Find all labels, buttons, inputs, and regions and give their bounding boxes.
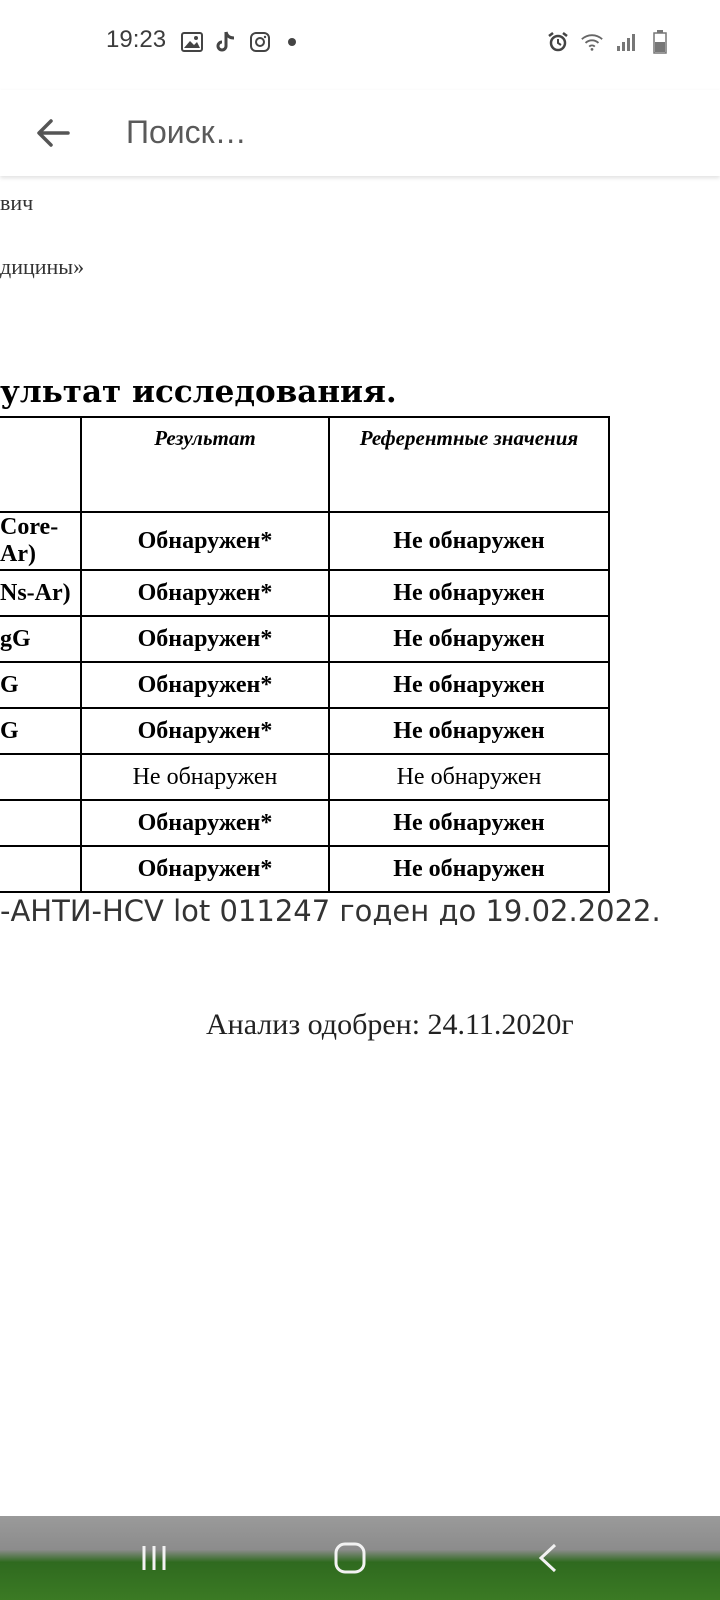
row-result: Обнаружен* (81, 708, 329, 754)
recent-apps-icon (139, 1543, 169, 1573)
row-reference: Не обнаружен (329, 846, 609, 892)
table-row (0, 616, 609, 662)
row-test-name (0, 754, 81, 800)
table-row (0, 754, 609, 800)
doc-text-line: вич (0, 190, 34, 215)
section-heading: ультат исследования. (0, 374, 397, 410)
table-row (0, 708, 609, 754)
table-row (0, 800, 609, 846)
home-icon (333, 1541, 367, 1575)
reagent-note: -АНТИ-HCV lot 011247 годен до 19.02.2022. (0, 894, 661, 928)
row-result: Обнаружен* (81, 616, 329, 662)
row-result: Обнаружен* (81, 800, 329, 846)
back-chevron-icon (535, 1542, 561, 1574)
row-test-name: gG (0, 616, 81, 662)
row-test-name: Ns-Ar) (0, 570, 81, 616)
more-notifications-dot (288, 38, 296, 46)
row-reference: Не обнаружен (329, 616, 609, 662)
table-header-row (0, 417, 609, 512)
row-test-name (0, 800, 81, 846)
header-result: Результат (81, 417, 329, 512)
results-table (0, 416, 610, 893)
header-test-name (0, 417, 81, 512)
row-reference: Не обнаружен (329, 800, 609, 846)
status-bar (0, 0, 720, 90)
image-icon (180, 30, 204, 54)
row-test-name (0, 846, 81, 892)
search-input[interactable]: Поиск… (126, 114, 247, 150)
wifi-icon (580, 30, 604, 54)
search-toolbar (0, 90, 720, 176)
row-test-name: G (0, 708, 81, 754)
alarm-icon (546, 30, 570, 54)
row-test-name: G (0, 662, 81, 708)
arrow-left-icon (36, 118, 70, 148)
row-reference: Не обнаружен (329, 570, 609, 616)
table-row (0, 662, 609, 708)
row-reference: Не обнаружен (329, 708, 609, 754)
home-button[interactable] (320, 1536, 380, 1580)
row-reference: Не обнаружен (329, 754, 609, 800)
tiktok-icon (214, 30, 238, 54)
approval-date: Анализ одобрен: 24.11.2020г (206, 1008, 574, 1041)
document-view[interactable] (0, 176, 720, 1516)
battery-icon (648, 30, 672, 54)
signal-icon (614, 30, 638, 54)
instagram-icon (248, 30, 272, 54)
row-test-name: Core-Ar) (0, 512, 81, 570)
row-reference: Не обнаружен (329, 512, 609, 570)
row-result: Обнаружен* (81, 846, 329, 892)
row-result: Обнаружен* (81, 662, 329, 708)
row-result: Обнаружен* (81, 512, 329, 570)
recent-apps-button[interactable] (124, 1536, 184, 1580)
nav-back-button[interactable] (518, 1536, 578, 1580)
system-nav-bar (0, 1516, 720, 1600)
back-button[interactable] (28, 108, 78, 158)
system-icons (546, 30, 672, 54)
notification-icons (180, 30, 296, 54)
status-time: 19:23 (106, 26, 167, 53)
doc-text-line: дицины» (0, 254, 85, 279)
table-row (0, 846, 609, 892)
table-row (0, 512, 609, 570)
header-reference: Референтные значения (329, 417, 609, 512)
row-result: Обнаружен* (81, 570, 329, 616)
table-row (0, 570, 609, 616)
row-result: Не обнаружен (81, 754, 329, 800)
row-reference: Не обнаружен (329, 662, 609, 708)
